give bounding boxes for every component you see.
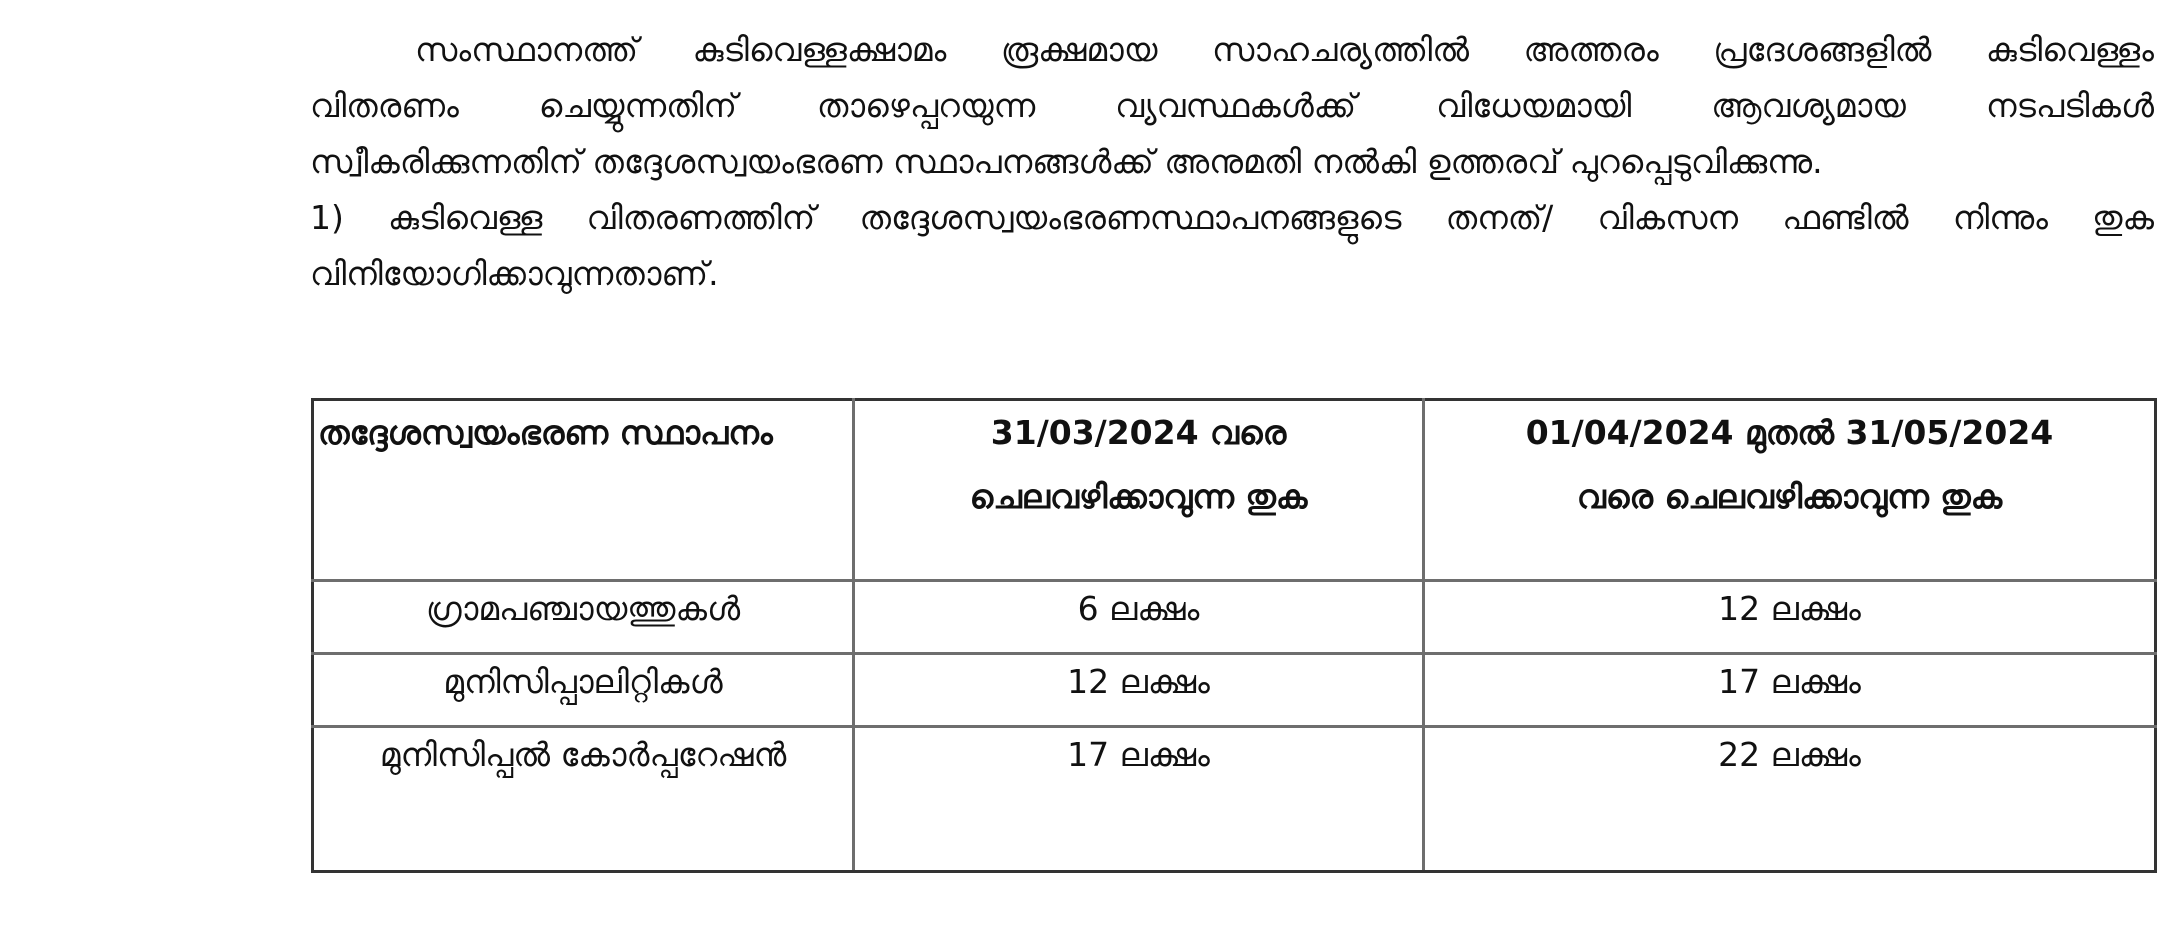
point-1-line: വിനിയോഗിക്കാവുന്നതാണ്. (310, 254, 719, 293)
cell-institution: ഗ്രാമപഞ്ചായത്തുകൾ (313, 581, 854, 654)
header-apr-may-2024: 01/04/2024 മുതൽ 31/05/2024 വരെ ചെലവഴിക്കാവുന്ന തുക (1424, 400, 2156, 581)
expenditure-limit-table (311, 398, 2157, 873)
table-row (313, 727, 2156, 872)
table-header-row (313, 400, 2156, 581)
paragraph-line: സ്വീകരിക്കുന്നതിന് തദ്ദേശസ്വയംഭരണ സ്ഥാപനങ്ങൾക്ക് അനുമതി നൽകി ഉത്തരവ് പുറപ്പെടുവിക്കുന്നു. (310, 142, 1823, 181)
cell-amount-until-mar: 6 ലക്ഷം (854, 581, 1424, 654)
point-1 (310, 190, 2154, 302)
point-1-line: 1) കുടിവെള്ള വിതരണത്തിന് തദ്ദേശസ്വയംഭരണസ്ഥാപനങ്ങളുടെ തനത്/ വികസന ഫണ്ടിൽ നിന്നും തുക (310, 198, 2154, 237)
paragraph-line: സംസ്ഥാനത്ത് കുടിവെള്ളക്ഷാമം രൂക്ഷമായ സാഹചര്യത്തിൽ അത്തരം പ്രദേശങ്ങളിൽ കുടിവെള്ളം (415, 30, 2154, 69)
cell-institution: മുനിസിപ്പാലിറ്റികൾ (313, 654, 854, 727)
cell-institution: മുനിസിപ്പൽ കോർപ്പറേഷൻ (313, 727, 854, 872)
document-body (310, 22, 2154, 302)
cell-amount-until-mar: 12 ലക്ഷം (854, 654, 1424, 727)
header-institution: തദ്ദേശസ്വയംഭരണ സ്ഥാപനം (313, 400, 854, 581)
order-paragraph (310, 22, 2154, 190)
table-row (313, 581, 2156, 654)
header-until-mar-2024: 31/03/2024 വരെ ചെലവഴിക്കാവുന്ന തുക (854, 400, 1424, 581)
paragraph-line: വിതരണം ചെയ്യുന്നതിന് താഴെപ്പറയുന്ന വ്യവസ്ഥകൾക്ക് വിധേയമായി ആവശ്യമായ നടപടികൾ (310, 86, 2154, 125)
table-row (313, 654, 2156, 727)
cell-amount-apr-may: 12 ലക്ഷം (1424, 581, 2156, 654)
cell-amount-until-mar: 17 ലക്ഷം (854, 727, 1424, 872)
cell-amount-apr-may: 22 ലക്ഷം (1424, 727, 2156, 872)
cell-amount-apr-may: 17 ലക്ഷം (1424, 654, 2156, 727)
